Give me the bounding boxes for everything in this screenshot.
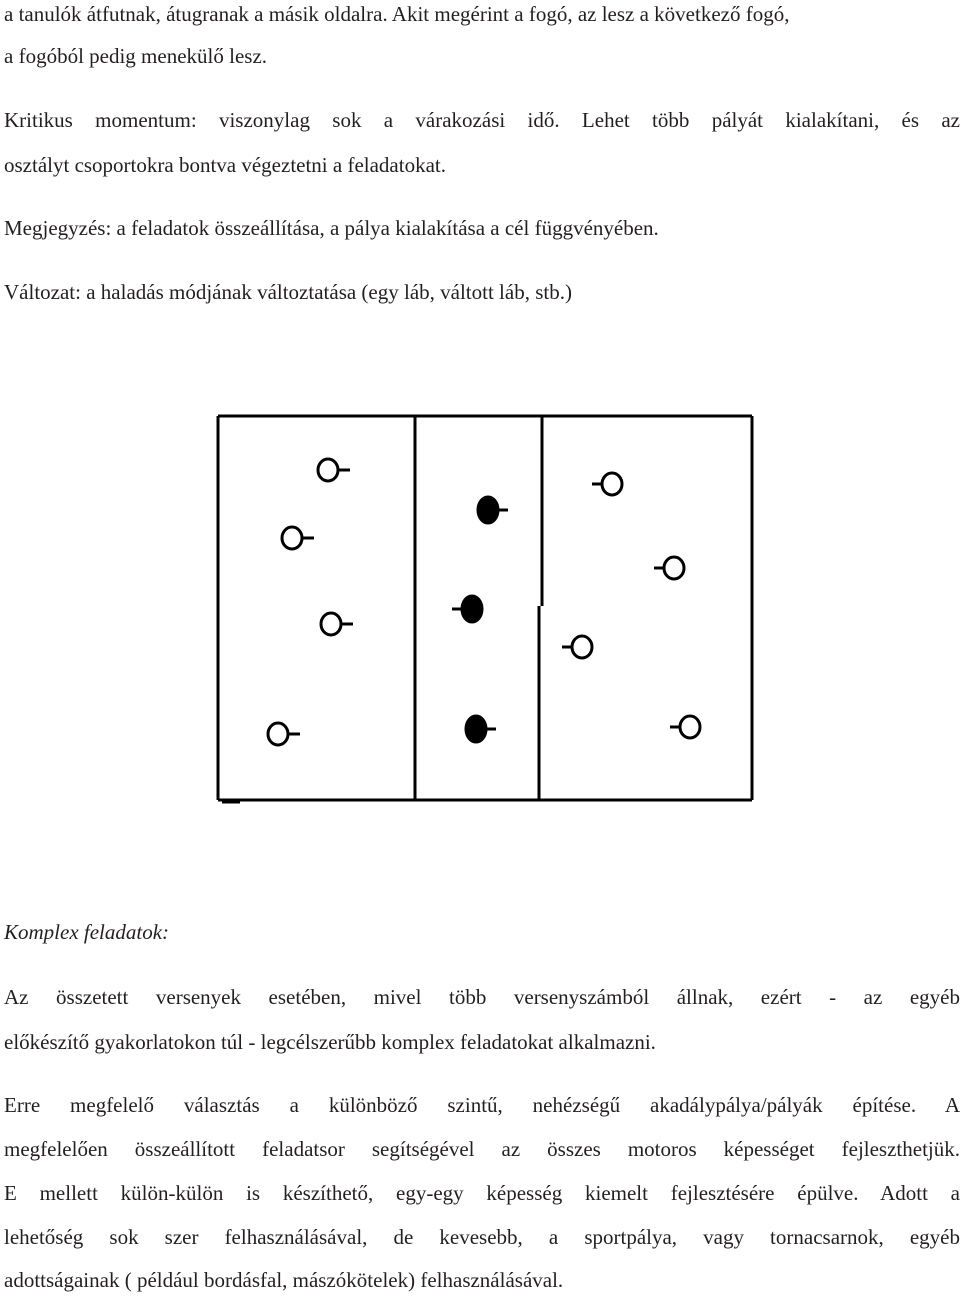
paragraph-1-line-2: a fogóból pedig menekülő lesz. — [4, 44, 268, 68]
paragraph-5-line-1: Az összetett versenyek esetében, mivel több versenyszámból állnak, ezért - az egyéb — [4, 985, 960, 1009]
paragraph-1-line-1: a tanulók átfutnak, átugranak a másik oldalra. Akit megérint a fogó, az lesz a következő fogó, — [4, 2, 790, 26]
playfield-diagram — [212, 412, 758, 806]
playfield-lines — [218, 416, 752, 802]
paragraph-6-line-4: lehetőség sok szer felhasználásával, de kevesebb, a sportpálya, vagy tornacsarnok, egyéb — [4, 1225, 960, 1249]
paragraph-6-line-5: adottságainak ( például bordásfal, mászókötelek) felhasználásával. — [4, 1268, 564, 1292]
paragraph-5-line-2: előkészítő gyakorlatokon túl - legcélszerűbb komplex feladatokat alkalmazni. — [4, 1030, 656, 1054]
paragraph-6-line-1: Erre megfelelő választás a különböző szintű, nehézségű akadálypálya/pályák építése. A — [4, 1093, 960, 1117]
player-marker — [282, 527, 314, 549]
player-marker — [318, 459, 350, 481]
paragraph-2-line-2: osztályt csoportokra bontva végeztetni a feladatokat. — [4, 153, 446, 177]
catcher-marker — [452, 596, 482, 622]
paragraph-variant: Változat: a haladás módjának változtatása (egy láb, váltott láb, stb.) — [4, 280, 572, 304]
paragraph-6-line-3: E mellett külön-külön is készíthető, egy-egy képesség kiemelt fejlesztésére épülve. Adott a — [4, 1181, 960, 1205]
player-marker — [562, 636, 592, 658]
player-marker — [268, 723, 300, 745]
player-marker — [592, 473, 622, 495]
player-marker — [670, 716, 700, 738]
catcher-marker — [466, 716, 496, 742]
player-marker — [654, 557, 684, 579]
paragraph-2-line-1: Kritikus momentum: viszonylag sok a várakozási idő. Lehet több pályát kialakítani, és az — [4, 108, 960, 132]
paragraph-6-line-2: megfelelően összeállított feladatsor segítségével az összes motoros képességet fejleszthetjük. — [4, 1137, 960, 1161]
catcher-marker — [478, 497, 508, 523]
paragraph-note: Megjegyzés: a feladatok összeállítása, a pálya kialakítása a cél függvényében. — [4, 216, 659, 240]
section-heading-complex-tasks: Komplex feladatok: — [4, 920, 170, 944]
player-marker — [321, 613, 353, 635]
